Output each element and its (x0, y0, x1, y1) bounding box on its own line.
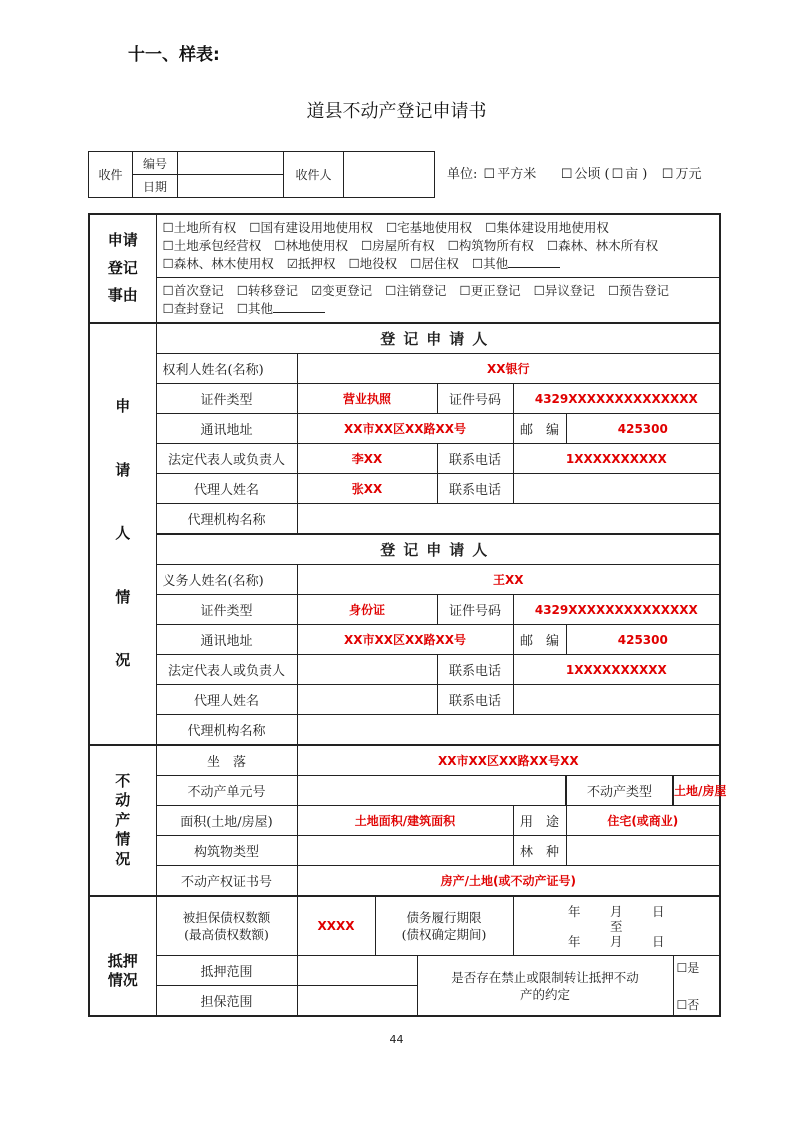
receipt-number-field[interactable] (178, 152, 284, 175)
property-type-label: 不动产类型 (566, 776, 673, 806)
right-holder-legal-rep-label: 法定代表人或负责人 (156, 444, 297, 474)
debt-term-dates[interactable]: 年 月 日 至 年 月 日 (513, 896, 720, 956)
registration-type-option[interactable] (163, 283, 224, 298)
receipt-date-field[interactable] (178, 175, 284, 198)
forest-type-field[interactable] (566, 836, 720, 866)
debt-term-label: 债务履行期限 (债权确定期间) (375, 896, 513, 956)
right-type-option[interactable] (361, 238, 435, 253)
checked-checkbox-icon[interactable]: ☑ (310, 283, 323, 298)
right-type-option-label: 集体建设用地使用权 (496, 220, 609, 235)
structure-type-field[interactable] (297, 836, 513, 866)
right-type-option[interactable] (386, 220, 472, 235)
checkbox-icon[interactable]: ☐ (483, 167, 496, 182)
checkbox-icon[interactable]: ☐ (459, 283, 471, 298)
registration-type-option-label: 预告登记 (619, 283, 670, 298)
checkbox-icon[interactable]: ☐ (162, 220, 174, 235)
certificate-number-label: 不动产权证书号 (156, 866, 297, 897)
reason-section-label: 申请 登记 事由 (89, 214, 156, 323)
right-holder-agency-field[interactable] (297, 504, 720, 535)
right-holder-address-label: 通讯地址 (156, 414, 297, 444)
registration-type-option-label: 其他 (247, 301, 273, 316)
right-type-option[interactable] (547, 238, 658, 253)
unit-number-field[interactable] (297, 776, 566, 806)
obligor-id-type-label: 证件类型 (156, 595, 297, 625)
obligor-agent-phone-label: 联系电话 (437, 685, 513, 715)
mortgage-scope-label: 抵押范围 (156, 956, 297, 986)
obligor-name-label: 义务人姓名(名称) (156, 565, 297, 595)
guarantee-scope-field[interactable] (297, 986, 417, 1017)
other-blank-line[interactable] (508, 255, 560, 268)
use-value[interactable]: 住宅(或商业) (566, 806, 720, 836)
receiver-label: 收件人 (284, 152, 344, 198)
secured-amount-label: 被担保债权数额 (最高债权数额) (156, 896, 297, 956)
unit-option-hectare[interactable]: ☐ 公顷 (560, 167, 601, 182)
right-type-option-label: 土地所有权 (173, 220, 237, 235)
transfer-restriction-label: 是否存在禁止或限制转让抵押不动 产的约定 (417, 956, 673, 1017)
right-type-option-label: 森林、林木所有权 (558, 238, 659, 253)
checkbox-icon[interactable]: ☐ (236, 301, 248, 316)
right-holder-id-type-label: 证件类型 (156, 384, 297, 414)
registration-type-option-label: 变更登记 (322, 283, 373, 298)
registration-type-option[interactable] (237, 283, 298, 298)
obligor-agent-label: 代理人姓名 (156, 685, 297, 715)
right-type-option[interactable] (287, 256, 336, 271)
checkbox-icon[interactable]: ☐ (607, 283, 620, 298)
registration-type-option-label: 异议登记 (544, 283, 595, 298)
receipt-date-label: 日期 (133, 175, 178, 198)
right-type-option-label: 宅基地使用权 (397, 220, 473, 235)
document-title: 道县不动产登记申请书 (306, 101, 487, 122)
applicant-header-obligor: 登记申请人 (156, 534, 720, 565)
obligor-id-no-label: 证件号码 (437, 595, 513, 625)
obligor-phone-value[interactable]: 1XXXXXXXXXX (513, 655, 720, 685)
right-type-option[interactable] (348, 256, 397, 271)
checkbox-icon[interactable]: ☐ (385, 220, 398, 235)
checkbox-icon[interactable]: ☐ (485, 220, 497, 235)
registration-type-option[interactable] (237, 301, 325, 316)
checkbox-icon[interactable]: ☐ (274, 238, 286, 253)
obligor-agent-field[interactable] (297, 685, 437, 715)
location-value[interactable]: XX市XX区XX路XX号XX (297, 745, 720, 776)
checkbox-icon[interactable]: ☐ (471, 256, 484, 271)
right-type-option[interactable] (485, 220, 609, 235)
checkbox-icon[interactable]: ☐ (162, 283, 174, 298)
obligor-name-value[interactable]: 王XX (297, 565, 720, 595)
right-holder-name-value[interactable]: XX银行 (297, 354, 720, 384)
checkbox-icon[interactable]: ☐ (410, 256, 422, 271)
units-label: 单位: (447, 167, 478, 182)
unit-option-mu[interactable]: ☐ 亩 (611, 167, 639, 182)
receipt-number-label: 编号 (133, 152, 178, 175)
obligor-agent-phone-field[interactable] (513, 685, 720, 715)
receiver-field[interactable] (344, 152, 435, 198)
application-form-table (88, 213, 727, 1017)
right-type-option-label: 土地承包经营权 (173, 238, 262, 253)
obligor-id-type-value[interactable]: 身份证 (297, 595, 437, 625)
guarantee-scope-label: 担保范围 (156, 986, 297, 1017)
right-holder-agent-phone-field[interactable] (513, 474, 720, 504)
right-holder-id-type-value[interactable]: 营业执照 (297, 384, 437, 414)
checkbox-icon[interactable]: ☐ (348, 256, 360, 271)
checkbox-icon[interactable]: ☐ (533, 283, 545, 298)
right-holder-agent-label: 代理人姓名 (156, 474, 297, 504)
registration-type-option-label: 查封登记 (173, 301, 224, 316)
use-label: 用 途 (513, 806, 566, 836)
right-holder-agency-label: 代理机构名称 (156, 504, 297, 535)
obligor-agency-label: 代理机构名称 (156, 715, 297, 746)
secured-amount-value[interactable]: XXXX (297, 896, 375, 956)
obligor-legal-rep-label: 法定代表人或负责人 (156, 655, 297, 685)
other-blank-line[interactable] (273, 300, 325, 313)
right-type-option[interactable] (163, 238, 262, 253)
right-type-options (156, 214, 720, 278)
right-holder-agent-value[interactable]: 张XX (297, 474, 437, 504)
checkbox-icon[interactable]: ☐ (447, 238, 459, 253)
certificate-number-value[interactable]: 房产/土地(或不动产证号) (297, 866, 720, 897)
obligor-postcode-value[interactable]: 425300 (566, 625, 720, 655)
registration-type-option-label: 转移登记 (247, 283, 298, 298)
right-type-option-label: 构筑物所有权 (458, 238, 534, 253)
checkbox-icon[interactable]: ☐ (611, 167, 624, 182)
right-holder-postcode-label: 邮 编 (513, 414, 566, 444)
mortgage-section-label: 抵押 情况 (89, 896, 156, 1016)
obligor-postcode-label: 邮 编 (513, 625, 566, 655)
right-type-option[interactable] (410, 256, 459, 271)
right-type-option[interactable] (274, 238, 348, 253)
area-value[interactable]: 土地面积/建筑面积 (297, 806, 513, 836)
right-type-option-label: 房屋所有权 (372, 238, 435, 253)
right-holder-id-no-value[interactable]: 4329XXXXXXXXXXXXXX (513, 384, 720, 414)
right-type-option[interactable] (163, 256, 274, 271)
registration-type-option[interactable] (459, 283, 520, 298)
checkbox-icon[interactable]: ☐ (560, 167, 573, 182)
applicant-header-right-holder: 登记申请人 (156, 323, 720, 354)
right-type-option[interactable] (249, 220, 373, 235)
units-selector: 单位: ☐ 平方米 ☐ 公顷 ( ☐ 亩 ) ☐ 万元 (447, 167, 702, 182)
receipt-label: 收件 (89, 152, 133, 198)
applicant-section-label: 申 请 人 情 况 (89, 323, 156, 745)
right-holder-id-no-label: 证件号码 (437, 384, 513, 414)
receipt-table (88, 151, 435, 198)
checked-checkbox-icon[interactable]: ☑ (286, 256, 298, 271)
transfer-restriction-options (673, 956, 720, 1017)
right-type-option-label: 国有建设用地使用权 (260, 220, 373, 235)
checkbox-icon[interactable]: ☐ (385, 283, 397, 298)
forest-type-label: 林 种 (513, 836, 566, 866)
registration-type-option-label: 注销登记 (396, 283, 447, 298)
location-label: 坐 落 (156, 745, 297, 776)
structure-type-label: 构筑物类型 (156, 836, 297, 866)
obligor-address-label: 通讯地址 (156, 625, 297, 655)
registration-type-option-label: 更正登记 (470, 283, 521, 298)
right-type-option-label: 地役权 (359, 256, 398, 271)
property-section-label: 不 动 产 情 况 (89, 745, 156, 896)
property-type-value[interactable]: 土地/房屋 (673, 776, 720, 806)
right-holder-phone-label: 联系电话 (437, 444, 513, 474)
unit-number-label: 不动产单元号 (156, 776, 297, 806)
unit-option-sqm[interactable]: ☐ 平方米 (483, 167, 537, 182)
section-heading: 十一、样表: (128, 45, 220, 65)
obligor-id-no-value[interactable]: 4329XXXXXXXXXXXXXX (513, 595, 720, 625)
right-type-option-label: 居住权 (421, 256, 459, 271)
checkbox-icon[interactable]: ☐ (360, 238, 373, 253)
right-holder-postcode-value[interactable]: 425300 (566, 414, 720, 444)
right-holder-name-label: 权利人姓名(名称) (156, 354, 297, 384)
obligor-legal-rep-field[interactable] (297, 655, 437, 685)
right-type-option[interactable] (163, 220, 237, 235)
checkbox-icon[interactable]: ☐ (162, 256, 174, 271)
registration-type-option[interactable] (311, 283, 372, 298)
obligor-agency-field[interactable] (297, 715, 720, 746)
obligor-address-value[interactable]: XX市XX区XX路XX号 (297, 625, 513, 655)
right-holder-legal-rep-value[interactable]: 李XX (297, 444, 437, 474)
checkbox-icon[interactable]: ☐ (162, 238, 174, 253)
right-holder-phone-value[interactable]: 1XXXXXXXXXX (513, 444, 720, 474)
registration-type-option[interactable] (608, 283, 669, 298)
right-holder-address-value[interactable]: XX市XX区XX路XX号 (297, 414, 513, 444)
right-type-option-label: 森林、林木使用权 (173, 256, 274, 271)
right-holder-agent-phone-label: 联系电话 (437, 474, 513, 504)
registration-type-option-label: 首次登记 (173, 283, 224, 298)
registration-type-options (156, 278, 720, 324)
right-type-option-label: 林地使用权 (285, 238, 348, 253)
mortgage-scope-field[interactable] (297, 956, 417, 986)
checkbox-icon[interactable]: ☐ (546, 238, 559, 253)
right-type-option[interactable] (448, 238, 534, 253)
no-checkbox[interactable]: ☐否 (676, 997, 700, 1012)
registration-type-option[interactable] (385, 283, 446, 298)
area-label: 面积(土地/房屋) (156, 806, 297, 836)
page-number: 44 (389, 1033, 404, 1046)
yes-checkbox[interactable]: ☐是 (676, 960, 700, 975)
registration-type-option[interactable] (163, 301, 224, 316)
checkbox-icon[interactable]: ☐ (249, 220, 261, 235)
unit-option-10k-yuan[interactable]: ☐ 万元 (661, 167, 702, 182)
checkbox-icon[interactable]: ☐ (236, 283, 248, 298)
right-type-option[interactable] (472, 256, 560, 271)
right-type-option-label: 其他 (483, 256, 509, 271)
registration-type-option[interactable] (534, 283, 595, 298)
right-type-option-label: 抵押权 (297, 256, 336, 271)
obligor-phone-label: 联系电话 (437, 655, 513, 685)
checkbox-icon[interactable]: ☐ (661, 167, 674, 182)
checkbox-icon[interactable]: ☐ (162, 301, 174, 316)
